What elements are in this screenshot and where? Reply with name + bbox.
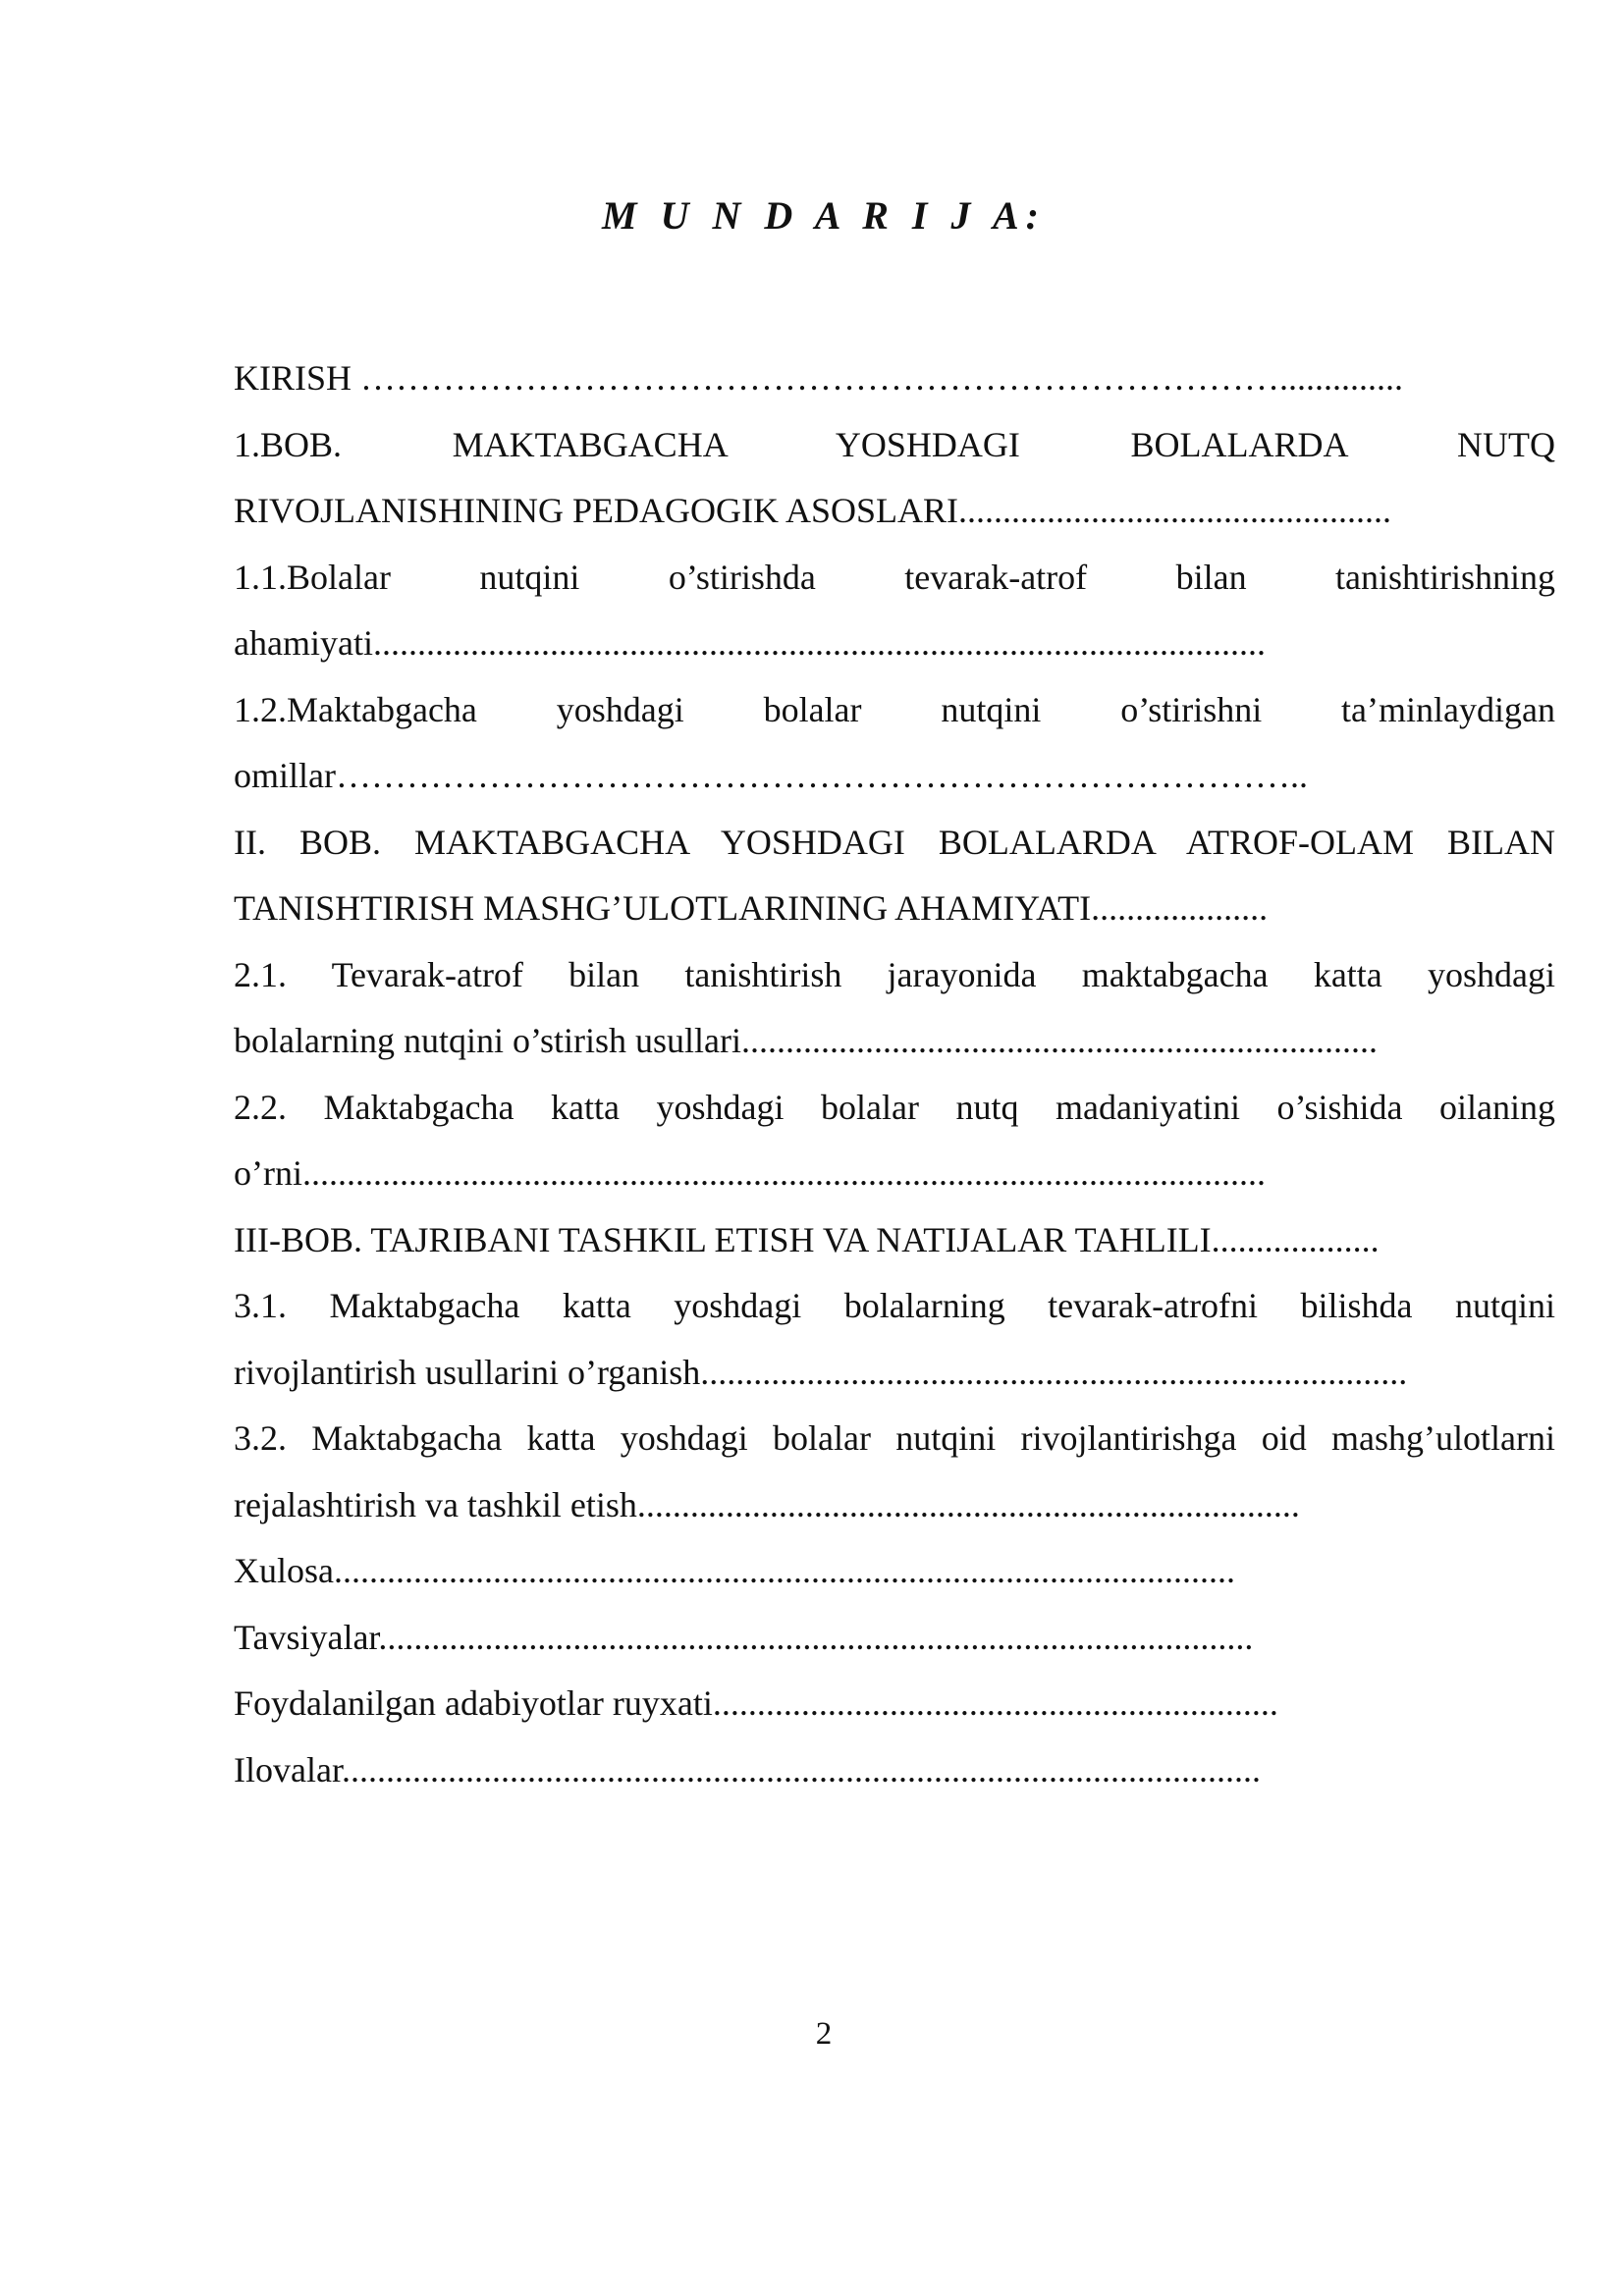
toc-line: TANISHTIRISH MASHG’ULOTLARINING AHAMIYATI.................... <box>234 888 1269 928</box>
toc-line: III-BOB. TAJRIBANI TASHKIL ETISH VA NATIJALAR TAHLILI................... <box>234 1219 1380 1259</box>
toc-entry-section-1-1 <box>234 545 1555 677</box>
toc-entry-chapter-3 <box>234 1207 1555 1274</box>
toc-line: II. BOB. MAKTABGACHA YOSHDAGI BOLALARDA ATROF-OLAM BILAN <box>234 822 1555 862</box>
toc-line: Xulosa...................................................................................................... <box>234 1551 1235 1590</box>
toc-entry-section-2-1 <box>234 942 1555 1075</box>
page-title: M U N D A R I J A: <box>602 193 1046 238</box>
toc-entry-section-2-2 <box>234 1075 1555 1207</box>
toc-line: 1.2.Maktabgacha yoshdagi bolalar nutqini o’stirishni ta’minlaydigan <box>234 689 1555 729</box>
table-of-contents <box>234 346 1555 1803</box>
toc-line: Foydalanilgan adabiyotlar ruyxati................................................................ <box>234 1683 1278 1723</box>
toc-line: 3.2. Maktabgacha katta yoshdagi bolalar nutqini rivojlantirishga oid mashg’ulotlarni <box>234 1418 1555 1458</box>
toc-line: Tavsiyalar................................................................................................... <box>234 1617 1254 1657</box>
toc-line: Ilovalar........................................................................................................ <box>234 1749 1261 1789</box>
page-number: 2 <box>815 2016 833 2052</box>
toc-line: 1.BOB. MAKTABGACHA YOSHDAGI BOLALARDA NUTQ <box>234 424 1555 464</box>
toc-entry-section-3-1 <box>234 1273 1555 1406</box>
toc-line: 2.2. Maktabgacha katta yoshdagi bolalar nutq madaniyatini o’sishida oilaning <box>234 1087 1555 1127</box>
toc-line: rivojlantirish usullarini o’rganish................................................................................ <box>234 1352 1408 1392</box>
toc-entry-chapter-2 <box>234 810 1555 942</box>
toc-entry-appendices <box>234 1737 1555 1804</box>
toc-line: 3.1. Maktabgacha katta yoshdagi bolalarning tevarak-atrofni bilishda nutqini <box>234 1286 1555 1325</box>
toc-line: 1.1.Bolalar nutqini o’stirishda tevarak-atrof bilan tanishtirishning <box>234 557 1555 597</box>
toc-entry-chapter-1 <box>234 412 1555 545</box>
toc-line: o’rni............................................................................................................. <box>234 1153 1266 1193</box>
toc-entry-introduction <box>234 346 1555 412</box>
toc-line: rejalashtirish va tashkil etish........................................................................... <box>234 1484 1300 1524</box>
toc-entry-recommendations <box>234 1605 1555 1672</box>
toc-entry-conclusion <box>234 1538 1555 1605</box>
toc-line: bolalarning nutqini o’stirish usullari........................................................................ <box>234 1021 1378 1060</box>
toc-entry-section-1-2 <box>234 677 1555 810</box>
toc-line: KIRISH …………………………………………………………………….............. <box>234 358 1404 398</box>
toc-entry-section-3-2 <box>234 1406 1555 1538</box>
toc-line: RIVOJLANISHINING PEDAGOGIK ASOSLARI................................................. <box>234 491 1391 530</box>
toc-line: omillar……………………………………………………………………….. <box>234 756 1308 795</box>
toc-line: 2.1. Tevarak-atrof bilan tanishtirish jarayonida maktabgacha katta yoshdagi <box>234 954 1555 994</box>
toc-line: ahamiyati..................................................................................................... <box>234 623 1266 663</box>
toc-entry-bibliography <box>234 1671 1555 1737</box>
